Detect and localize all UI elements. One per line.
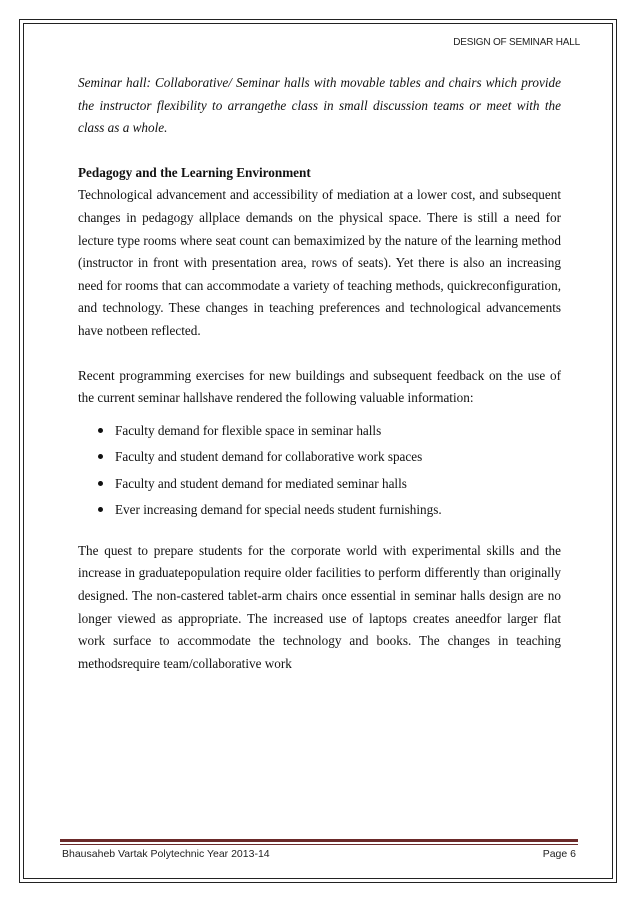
list-item-text: Ever increasing demand for special needs student furnishings. [115,502,442,518]
running-header: DESIGN OF SEMINAR HALL [453,37,580,48]
list-item-text: Faculty and student demand for mediated seminar halls [115,475,407,491]
footer-institution: Bhausaheb Vartak Polytechnic Year 2013-14 [62,848,270,860]
list-item [78,418,561,445]
footer-rule [60,839,578,842]
section-heading: Pedagogy and the Learning Environment [78,164,311,180]
body-paragraph-3: The quest to prepare students for the corporate world with experimental skills and the increase in graduatepopulation require older facilities to perform differently than originally designed. The non-castered tablet-arm chairs once essential in seminar halls design are no longer viewed as appropriate. The increased use of laptops creates aneedfor larger flat work surface to accommodate the technology and books. The changes in teaching methodsrequire team/collaborative work [78,542,561,671]
list-item [78,444,561,471]
list-item [78,497,561,524]
bullet-icon [98,481,103,486]
list-item-text: Faculty and student demand for collaborative work spaces [115,449,423,465]
list-item-text: Faculty demand for flexible space in seminar halls [115,422,382,438]
footer-rule-thin [60,844,578,845]
bullet-icon [98,454,103,459]
body-paragraph-1: Technological advancement and accessibility of mediation at a lower cost, and subsequent changes in pedagogy allplace demands on the physical space. There is still a need for lecture type rooms where seat count can bemaximized by the nature of the learning method (instructor in front with presentation area, rows of seats). Yet there is also an increasing need for rooms that can accommodate a variety of teaching methods, quickreconfiguration, and technology. These changes in teaching preferences and technological advancements have notbeen reflected. [78,187,561,338]
spacer [78,524,561,532]
body-paragraph-2: Recent programming exercises for new buildings and subsequent feedback on the use of the current seminar hallshave rendered the following valuable information: [78,367,561,406]
list-item [78,471,561,498]
intro-paragraph: Seminar hall: Collaborative/ Seminar halls with movable tables and chairs which provide the instructor flexibility to arrangethe class in small discussion teams or meet with the class as a whole. [78,75,561,136]
page-content [78,72,561,675]
spacer [78,410,561,418]
footer-page-number: Page 6 [542,848,576,860]
spacer [78,343,561,365]
spacer [78,532,561,540]
bullet-icon [98,507,103,512]
bullet-icon [98,428,103,433]
bullet-list [78,418,561,524]
spacer [78,140,561,162]
